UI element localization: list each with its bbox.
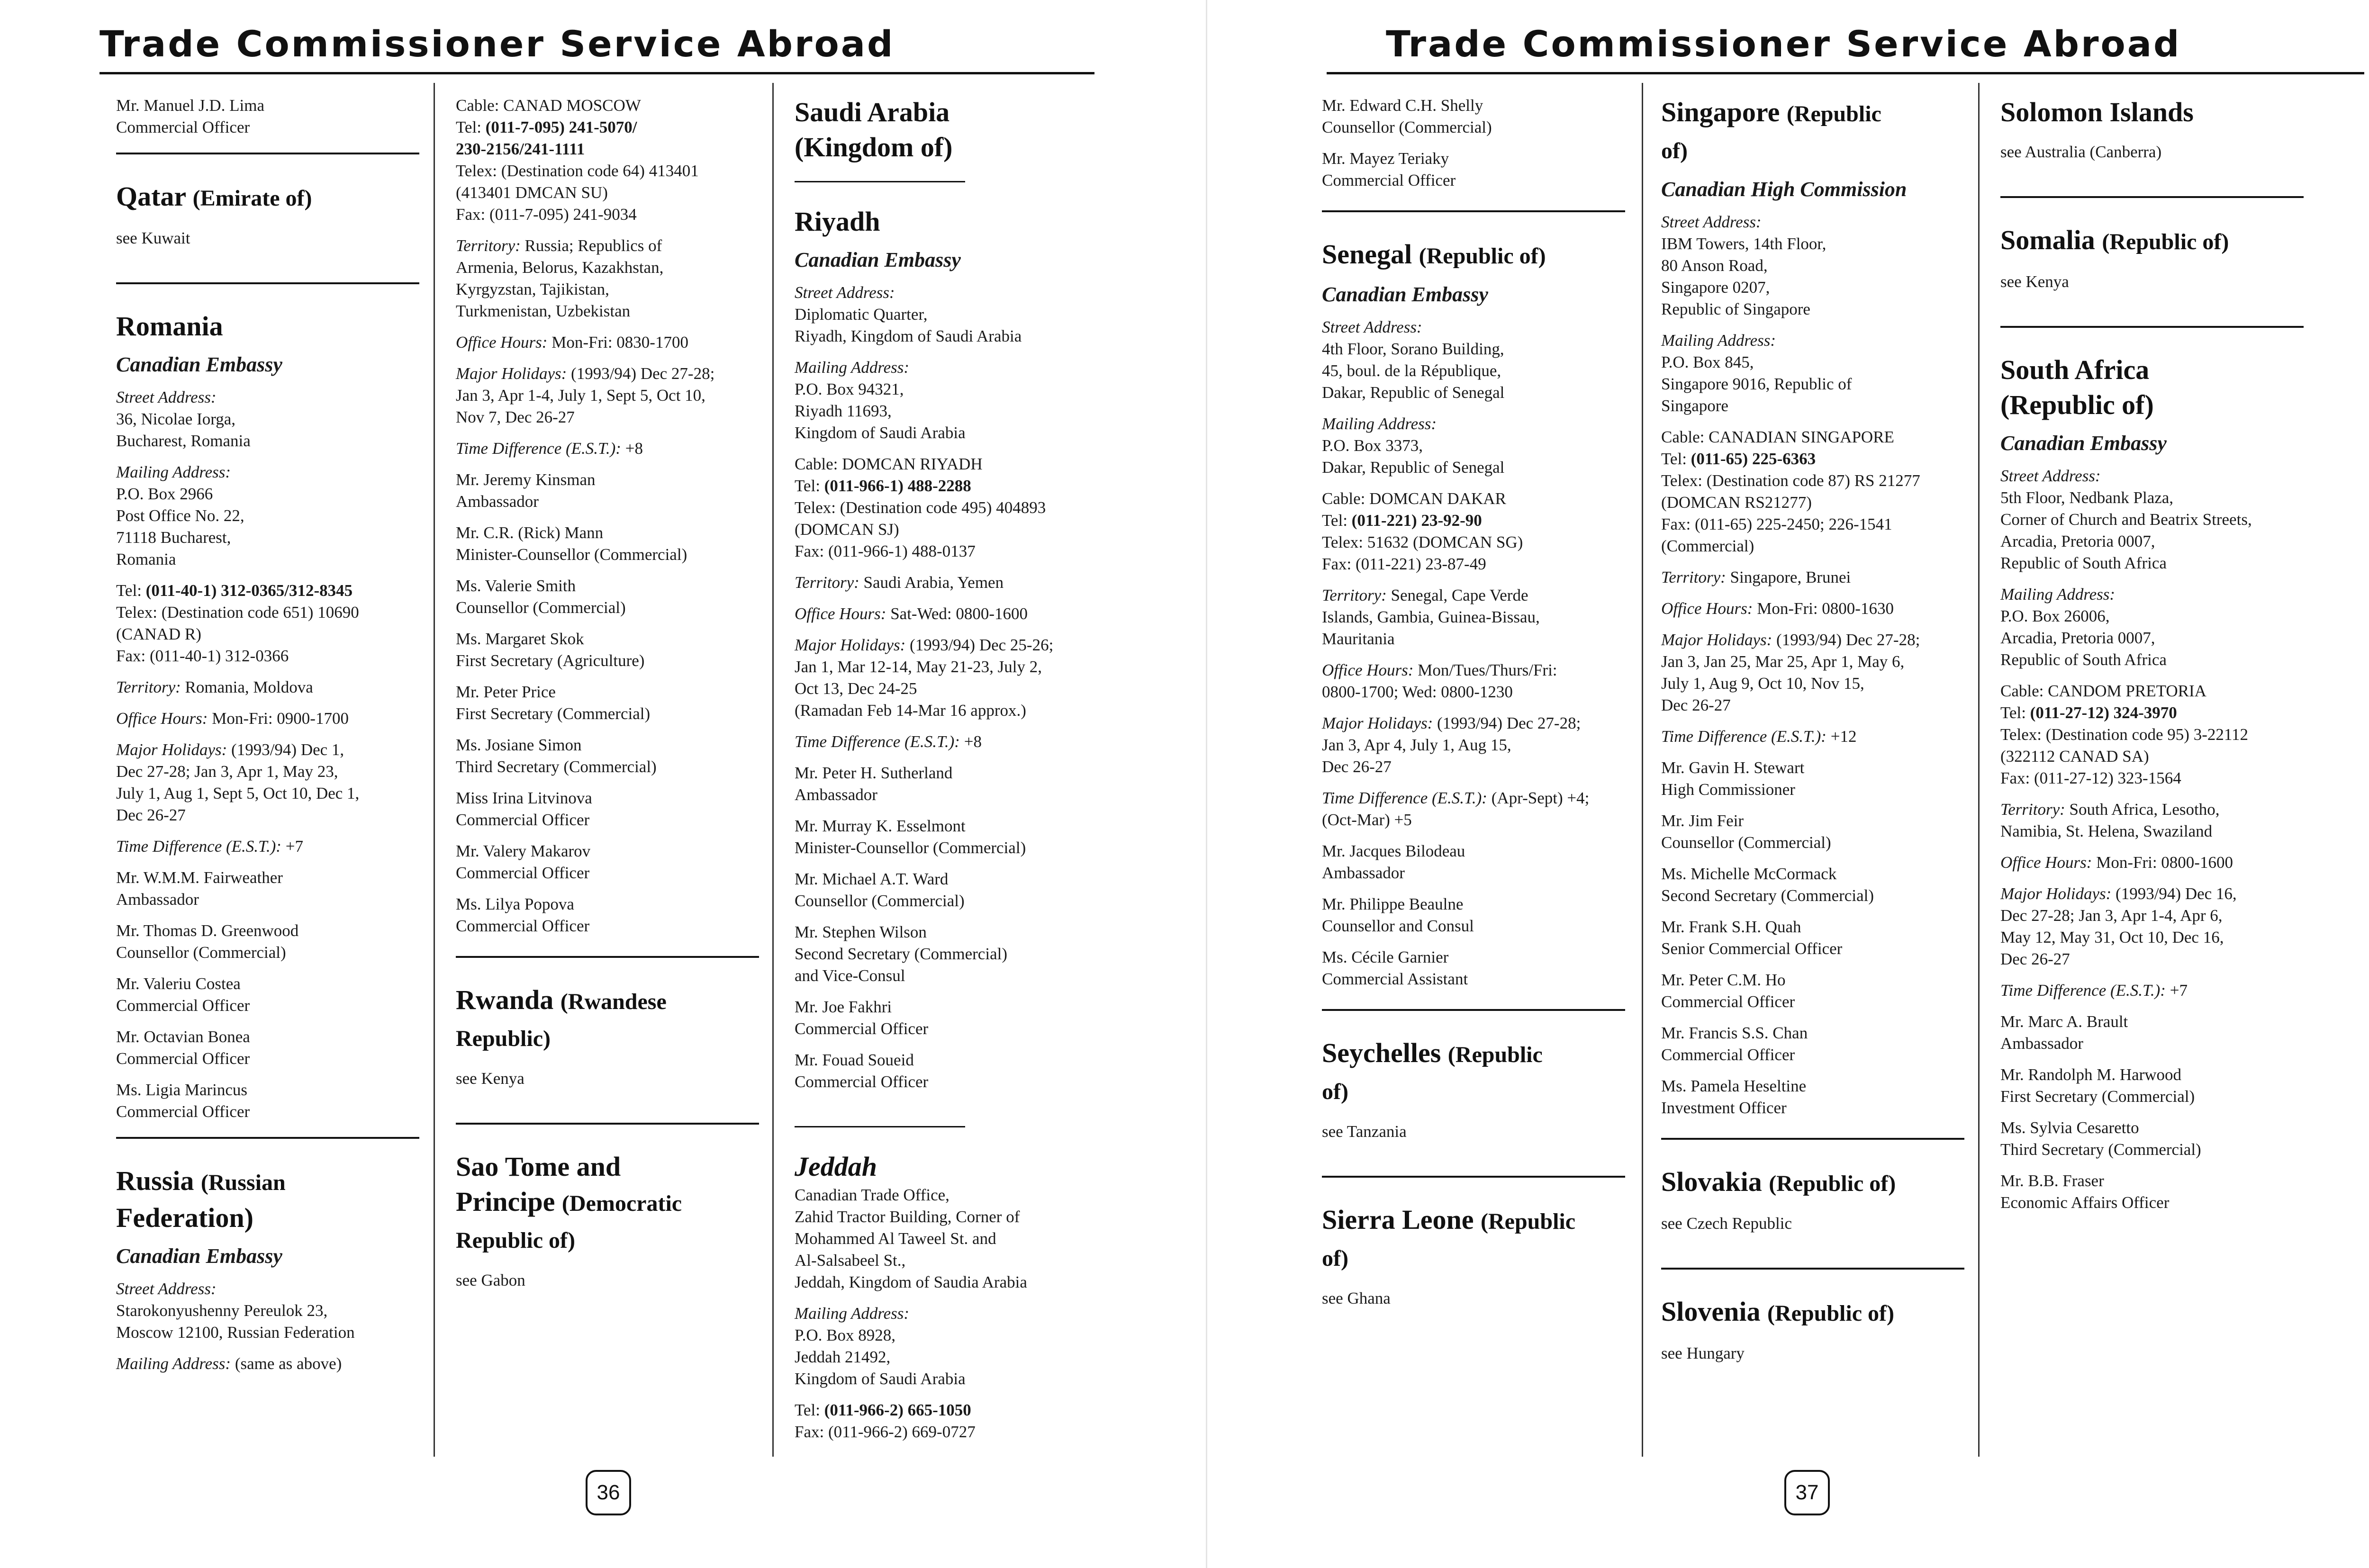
country-singapore bbox=[1661, 95, 1964, 1119]
staff-entry: Mr. Peter H. Sutherland Ambassador bbox=[795, 764, 953, 804]
contact-numbers: Cable: DOMCAN DAKAR Tel: (011-221) 23-92-90 Telex: 51632 (DOMCAN SG) Fax: (011-221) 23-87-49 bbox=[1322, 488, 1625, 575]
staff-entry: Mr. Jacques Bilodeau Ambassador bbox=[1322, 842, 1465, 882]
fax: Fax: (011-966-2) 669-0727 bbox=[795, 1423, 976, 1441]
staff-entry: Mr. Marc A. Brault Ambassador bbox=[2000, 1012, 2128, 1053]
section-divider bbox=[116, 1137, 419, 1139]
page-number: 36 bbox=[586, 1470, 631, 1515]
staff-entry: Mr. Fouad Soueid Commercial Officer bbox=[795, 1051, 929, 1091]
major-holidays: Major Holidays: (1993/94) Dec 16, Dec 27-28; Jan 3, Apr 1-4, Apr 6, May 12, May 31, Oct 10, Dec 16, Dec 26-27 bbox=[2000, 884, 2237, 968]
office-name: Canadian Embassy bbox=[116, 1244, 282, 1268]
territory: Territory: South Africa, Lesotho, Namibia, St. Helena, Swaziland bbox=[2000, 800, 2220, 840]
cross-reference: see Australia (Canberra) bbox=[2000, 143, 2162, 161]
mailing-address: Mailing Address: P.O. Box 94321, Riyadh 11693, Kingdom of Saudi Arabia bbox=[795, 358, 966, 442]
country-heading: Qatar (Emirate of) bbox=[116, 181, 312, 212]
fax: Fax: (011-27-12) 323-1564 bbox=[2000, 769, 2181, 787]
column-divider bbox=[772, 83, 774, 1457]
office-hours: Office Hours: Mon/Tues/Thurs/Fri: 0800-1700; Wed: 0800-1230 bbox=[1322, 661, 1557, 701]
telephone: (011-966-2) 665-1050 bbox=[824, 1401, 971, 1419]
mailing-address: Mailing Address: (same as above) bbox=[116, 1354, 342, 1373]
country-sao-tome-principe bbox=[456, 1149, 759, 1291]
staff-entry: Ms. Ligia Marincus Commercial Officer bbox=[116, 1081, 250, 1121]
country-heading: Russia (Russian Federation) bbox=[116, 1165, 286, 1233]
time-difference: Time Difference (E.S.T.): (Apr-Sept) +4; (Oct-Mar) +5 bbox=[1322, 789, 1590, 829]
mailing-address: Mailing Address: P.O. Box 2966 Post Office No. 22, 71118 Bucharest, Romania bbox=[116, 463, 244, 568]
telephone: (011-40-1) 312-0365/312-8345 bbox=[145, 581, 353, 600]
staff-entry: Mr. Philippe Beaulne Counsellor and Consul bbox=[1322, 895, 1474, 935]
major-holidays: Major Holidays: (1993/94) Dec 25-26; Jan 1, Mar 12-14, May 21-23, July 2, Oct 13, Dec 24-25 (Ramadan Feb 14-Mar 16 approx.) bbox=[795, 636, 1054, 720]
fax: Fax: (011-40-1) 312-0366 bbox=[116, 647, 289, 665]
staff-entry: Mr. Octavian Bonea Commercial Officer bbox=[116, 1027, 250, 1068]
section-divider bbox=[795, 1126, 965, 1127]
country-russia bbox=[116, 1163, 419, 1375]
territory: Territory: Russia; Republics of Armenia, Belorus, Kazakhstan, Kyrgyzstan, Tajikistan, Turkmenistan, Uzbekistan bbox=[456, 236, 664, 320]
contact-numbers: Cable: DOMCAN RIYADH Tel: (011-966-1) 488-2288 Telex: (Destination code 495) 404893 (DOMCAN SJ) Fax: (011-966-1) 488-0137 bbox=[795, 453, 1098, 562]
time-difference: Time Difference (E.S.T.): +12 bbox=[1661, 727, 1857, 746]
territory: Territory: Singapore, Brunei bbox=[1661, 568, 1851, 586]
staff-entry: Ms. Sylvia Cesaretto Third Secretary (Commercial) bbox=[2000, 1118, 2201, 1159]
mailing-address: Mailing Address: P.O. Box 845, Singapore 9016, Republic of Singapore bbox=[1661, 331, 1852, 415]
country-heading: Somalia (Republic of) bbox=[2000, 225, 2229, 255]
telephone: (011-7-095) 241-5070/ bbox=[485, 118, 637, 136]
mailing-address: Mailing Address: P.O. Box 3373, Dakar, Republic of Senegal bbox=[1322, 415, 1505, 477]
office-name: Canadian Embassy bbox=[116, 353, 282, 376]
staff-entry: Mr. Joe Fakhri Commercial Officer bbox=[795, 998, 929, 1038]
staff-entry: Mr. Jim Feir Counsellor (Commercial) bbox=[1661, 811, 1831, 852]
territory: Territory: Saudi Arabia, Yemen bbox=[795, 573, 1004, 592]
street-address: Street Address: Diplomatic Quarter, Riyadh, Kingdom of Saudi Arabia bbox=[795, 283, 1022, 345]
column-divider bbox=[434, 83, 435, 1457]
country-heading: Singapore (Republic of) bbox=[1661, 97, 1881, 163]
office-name: Canadian High Commission bbox=[1661, 178, 1907, 201]
street-address: Street Address: Starokonyushenny Pereulok 23, Moscow 12100, Russian Federation bbox=[116, 1280, 355, 1342]
staff-entry: Mr. Peter C.M. Ho Commercial Officer bbox=[1661, 971, 1795, 1011]
country-heading: South Africa (Republic of) bbox=[2000, 354, 2154, 420]
staff-entry: Mr. Valeriu Costea Commercial Officer bbox=[116, 974, 250, 1015]
mailing-address: Mailing Address: P.O. Box 8928, Jeddah 21492, Kingdom of Saudi Arabia bbox=[795, 1304, 966, 1388]
time-difference: Time Difference (E.S.T.): +7 bbox=[2000, 981, 2188, 1000]
country-heading: Saudi Arabia (Kingdom of) bbox=[795, 97, 953, 162]
staff-entry: Mr. Peter Price First Secretary (Commercial) bbox=[456, 683, 651, 723]
staff-entry: Ms. Cécile Garnier Commercial Assistant bbox=[1322, 948, 1468, 988]
left-column-3 bbox=[795, 95, 1098, 1452]
cross-reference: see Tanzania bbox=[1322, 1122, 1407, 1141]
cross-reference: see Gabon bbox=[456, 1271, 525, 1289]
office-hours: Office Hours: Mon-Fri: 0830-1700 bbox=[456, 333, 688, 351]
street-address: Street Address: 5th Floor, Nedbank Plaza, Corner of Church and Beatrix Streets, Arcadia, Pretoria 0007, Republic of South Africa bbox=[2000, 467, 2252, 572]
country-saudi-arabia bbox=[795, 95, 1098, 1443]
right-page bbox=[1199, 0, 2369, 1568]
country-heading: Senegal (Republic of) bbox=[1322, 239, 1546, 270]
section-divider bbox=[2000, 326, 2304, 328]
staff-entry: Mr. C.R. (Rick) Mann Minister-Counsellor (Commercial) bbox=[456, 523, 687, 564]
country-romania bbox=[116, 309, 419, 1123]
street-address: Street Address: IBM Towers, 14th Floor, 80 Anson Road, Singapore 0207, Republic of Singapore bbox=[1661, 213, 1826, 318]
contact-numbers: Cable: CANDOM PRETORIA Tel: (011-27-12) 324-3970 Telex: (Destination code 95) 3-22112 (322112 CANAD SA) Fax: (011-27-12) 323-1564 bbox=[2000, 680, 2304, 789]
staff-entry: Mr. Randolph M. Harwood First Secretary (Commercial) bbox=[2000, 1065, 2195, 1106]
staff-entry: Mr. Thomas D. Greenwood Counsellor (Commercial) bbox=[116, 921, 299, 962]
country-south-africa bbox=[2000, 352, 2304, 1214]
staff-entry: Mr. Francis S.S. Chan Commercial Officer bbox=[1661, 1024, 1808, 1064]
country-solomon-islands bbox=[2000, 95, 2304, 163]
staff-entry: Ms. Michelle McCormack Second Secretary (Commercial) bbox=[1661, 865, 1874, 905]
country-heading: Seychelles (Republic of) bbox=[1322, 1037, 1543, 1104]
office-address: Canadian Trade Office, Zahid Tractor Building, Corner of Mohammed Al Taweel St. and Al-Salsabeel St., Jeddah, Kingdom of Saudia Arabia bbox=[795, 1186, 1027, 1291]
country-seychelles bbox=[1322, 1036, 1625, 1143]
mailing-address: Mailing Address: P.O. Box 26006, Arcadia, Pretoria 0007, Republic of South Africa bbox=[2000, 585, 2167, 669]
country-heading: Slovenia (Republic of) bbox=[1661, 1296, 1894, 1327]
country-qatar bbox=[116, 179, 419, 249]
section-divider bbox=[456, 956, 759, 958]
section-divider bbox=[1661, 1268, 1964, 1270]
staff-entry: Mr. Mayez Teriaky Commercial Officer bbox=[1322, 149, 1456, 189]
country-slovenia bbox=[1661, 1294, 1964, 1364]
major-holidays: Major Holidays: (1993/94) Dec 27-28; Jan 3, Apr 4, July 1, Aug 15, Dec 26-27 bbox=[1322, 714, 1581, 776]
section-divider bbox=[1322, 1176, 1625, 1178]
section-divider bbox=[456, 1123, 759, 1125]
page-header-title: Trade Commissioner Service Abroad bbox=[99, 23, 895, 65]
contact-entry bbox=[116, 95, 419, 138]
section-divider bbox=[1322, 210, 1625, 212]
section-divider bbox=[1322, 1009, 1625, 1011]
staff-entry: Ms. Valerie Smith Counsellor (Commercial) bbox=[456, 577, 626, 617]
section-divider bbox=[116, 282, 419, 284]
contact-title: Commercial Officer bbox=[116, 118, 250, 136]
telephone: (011-221) 23-92-90 bbox=[1351, 511, 1482, 530]
country-rwanda bbox=[456, 982, 759, 1090]
telephone: (011-27-12) 324-3970 bbox=[2030, 703, 2177, 722]
contact-name: Mr. Manuel J.D. Lima bbox=[116, 96, 265, 115]
country-heading: Sao Tome and Principe (Democratic Republic of) bbox=[456, 1151, 682, 1253]
column-divider bbox=[1978, 83, 1980, 1457]
contact-numbers: Cable: CANADIAN SINGAPORE Tel: (011-65) 225-6363 Telex: (Destination code 87) RS 21277 (DOMCAN RS21277) Fax: (011-65) 225-2450; 226-1541 (Commercial) bbox=[1661, 426, 1964, 557]
fax: Fax: (011-966-1) 488-0137 bbox=[795, 542, 976, 560]
country-somalia bbox=[2000, 223, 2304, 293]
fax: Fax: (011-221) 23-87-49 bbox=[1322, 555, 1486, 573]
cross-reference: see Hungary bbox=[1661, 1344, 1745, 1362]
section-divider bbox=[2000, 196, 2304, 198]
section-divider bbox=[1661, 1138, 1964, 1140]
office-hours: Office Hours: Sat-Wed: 0800-1600 bbox=[795, 604, 1028, 623]
staff-entry: Miss Irina Litvinova Commercial Officer bbox=[456, 789, 592, 829]
office-name: Canadian Embassy bbox=[1322, 283, 1488, 306]
time-difference: Time Difference (E.S.T.): +8 bbox=[456, 439, 643, 458]
territory: Territory: Romania, Moldova bbox=[116, 678, 313, 696]
staff-entry: Ms. Margaret Skok First Secretary (Agriculture) bbox=[456, 630, 645, 670]
city-riyadh bbox=[795, 204, 1098, 1093]
staff-entry: Mr. W.M.M. Fairweather Ambassador bbox=[116, 868, 283, 909]
staff-entry: Mr. Gavin H. Stewart High Commissioner bbox=[1661, 758, 1805, 799]
header-rule bbox=[99, 72, 1094, 74]
staff-entry: Mr. Michael A.T. Ward Counsellor (Commercial) bbox=[795, 870, 965, 910]
cross-reference: see Ghana bbox=[1322, 1289, 1391, 1307]
left-column-1 bbox=[116, 95, 419, 1384]
country-senegal bbox=[1322, 237, 1625, 990]
left-column-2 bbox=[456, 95, 759, 1325]
country-heading: Rwanda (Rwandese Republic) bbox=[456, 984, 667, 1051]
office-name: Canadian Embassy bbox=[795, 248, 961, 271]
territory: Territory: Senegal, Cape Verde Islands, Gambia, Guinea-Bissau, Mauritania bbox=[1322, 586, 1540, 648]
street-address: Street Address: 36, Nicolae Iorga, Bucharest, Romania bbox=[116, 388, 251, 450]
cross-reference: see Kenya bbox=[2000, 272, 2069, 291]
staff-entry: Mr. Stephen Wilson Second Secretary (Commercial) and Vice-Consul bbox=[795, 923, 1007, 985]
major-holidays: Major Holidays: (1993/94) Dec 27-28; Jan 3, Apr 1-4, July 1, Sept 5, Oct 10, Nov 7, Dec 26-27 bbox=[456, 364, 715, 426]
section-divider bbox=[116, 153, 419, 154]
country-heading: Slovakia (Republic of) bbox=[1661, 1166, 1896, 1197]
telephone: (011-966-1) 488-2288 bbox=[824, 477, 971, 495]
cross-reference: see Kenya bbox=[456, 1069, 524, 1088]
city-heading: Jeddah bbox=[795, 1151, 877, 1182]
time-difference: Time Difference (E.S.T.): +8 bbox=[795, 732, 982, 751]
column-divider bbox=[1642, 83, 1643, 1457]
country-sierra-leone bbox=[1322, 1202, 1625, 1309]
staff-entry: Mr. Valery Makarov Commercial Officer bbox=[456, 842, 591, 882]
staff-entry: Mr. B.B. Fraser Economic Affairs Officer bbox=[2000, 1171, 2170, 1212]
city-heading: Riyadh bbox=[795, 206, 880, 237]
cross-reference: see Kuwait bbox=[116, 229, 190, 247]
office-hours: Office Hours: Mon-Fri: 0800-1630 bbox=[1661, 599, 1894, 618]
staff-entry: Ms. Pamela Heseltine Investment Officer bbox=[1661, 1077, 1807, 1117]
staff-entry: Mr. Jeremy Kinsman Ambassador bbox=[456, 470, 596, 511]
staff-entry: Mr. Frank S.H. Quah Senior Commercial Officer bbox=[1661, 918, 1843, 958]
right-column-1 bbox=[1322, 95, 1625, 1343]
office-hours: Office Hours: Mon-Fri: 0800-1600 bbox=[2000, 853, 2233, 872]
office-name: Canadian Embassy bbox=[2000, 432, 2167, 455]
contact-numbers: Tel: (011-966-2) 665-1050 Fax: (011-966-2) 669-0727 bbox=[795, 1399, 1098, 1443]
telephone: (011-65) 225-6363 bbox=[1691, 450, 1816, 468]
country-heading: Sierra Leone (Republic of) bbox=[1322, 1204, 1576, 1271]
staff-entry: Mr. Edward C.H. Shelly Counsellor (Commercial) bbox=[1322, 96, 1492, 136]
page-header-title: Trade Commissioner Service Abroad bbox=[1386, 23, 2181, 65]
contact-numbers: Tel: (011-40-1) 312-0365/312-8345 Telex: (Destination code 651) 10690 (CANAD R) Fax: (011-40-1) 312-0366 bbox=[116, 580, 419, 667]
staff-entry: Ms. Lilya Popova Commercial Officer bbox=[456, 895, 590, 935]
fax: Fax: (011-65) 225-2450; 226-1541 bbox=[1661, 515, 1892, 533]
fax: Fax: (011-7-095) 241-9034 bbox=[456, 205, 637, 224]
city-jeddah bbox=[795, 1149, 1098, 1443]
header-rule bbox=[1327, 72, 2364, 74]
street-address: Street Address: 4th Floor, Sorano Building, 45, boul. de la République, Dakar, Republic of Senegal bbox=[1322, 318, 1505, 402]
section-divider bbox=[795, 181, 965, 182]
country-slovakia bbox=[1661, 1164, 1964, 1235]
right-column-3 bbox=[2000, 95, 2304, 1223]
country-heading: Solomon Islands bbox=[2000, 97, 2194, 127]
staff-entry: Mr. Murray K. Esselmont Minister-Counsellor (Commercial) bbox=[795, 817, 1026, 857]
major-holidays: Major Holidays: (1993/94) Dec 27-28; Jan 3, Jan 25, Mar 25, Apr 1, May 6, July 1, Aug 9, Oct 10, Nov 15, Dec 26-27 bbox=[1661, 631, 1920, 714]
major-holidays: Major Holidays: (1993/94) Dec 1, Dec 27-28; Jan 3, Apr 1, May 23, July 1, Aug 1, Sept 5, Oct 10, Dec 1, Dec 26-27 bbox=[116, 740, 360, 824]
staff-entry: Ms. Josiane Simon Third Secretary (Commercial) bbox=[456, 736, 657, 776]
page-number: 37 bbox=[1784, 1470, 1830, 1515]
right-column-2 bbox=[1661, 95, 1964, 1397]
office-hours: Office Hours: Mon-Fri: 0900-1700 bbox=[116, 709, 349, 728]
contact-numbers: Cable: CANAD MOSCOW Tel: (011-7-095) 241-5070/ 230-2156/241-1111 Telex: (Destination code 64) 413401 (413401 DMCAN SU) Fax: (011-7-095) 241-9034 bbox=[456, 95, 759, 225]
cross-reference: see Czech Republic bbox=[1661, 1214, 1792, 1233]
country-heading: Romania bbox=[116, 311, 223, 342]
time-difference: Time Difference (E.S.T.): +7 bbox=[116, 837, 303, 856]
